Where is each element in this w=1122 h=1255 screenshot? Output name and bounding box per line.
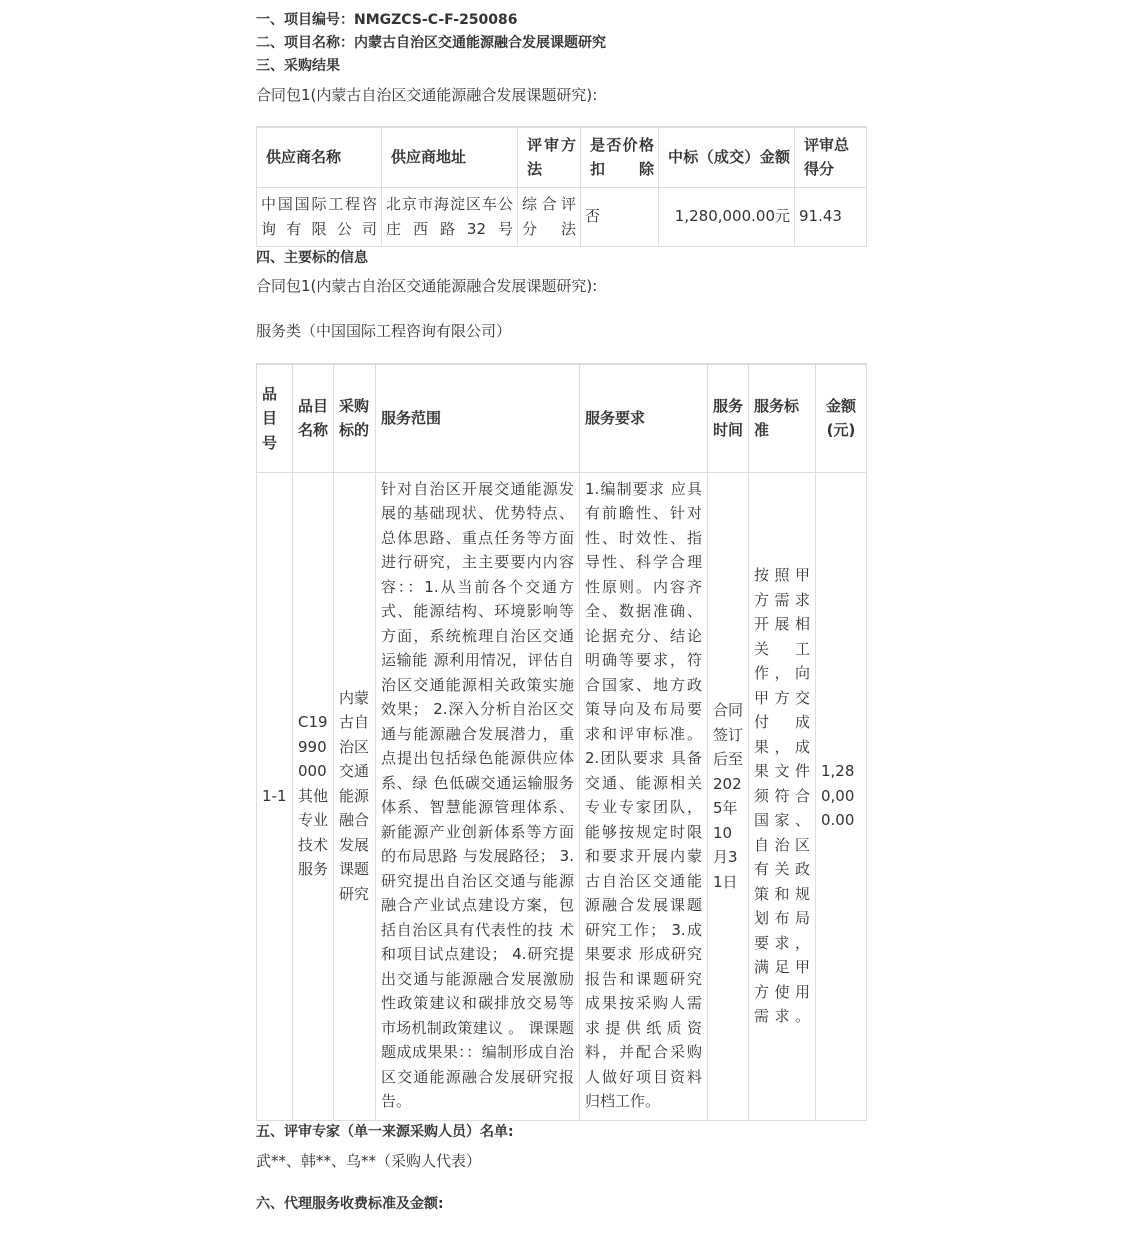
- project-number-line: [256, 9, 518, 32]
- project-number-value: NMGZCS-C-F-250086: [354, 12, 518, 28]
- subject-table-wrapper: [256, 363, 867, 1121]
- cell-price-deduction: 否: [581, 187, 659, 246]
- experts-list: 武**、韩**、乌**（采购人代表）: [256, 1152, 482, 1170]
- header-price-deduction: 是否价格扣除: [581, 127, 659, 187]
- cell-target: 内蒙古自治区交通能源融合发展课题研究: [334, 472, 376, 1120]
- result-table-row: [257, 187, 867, 246]
- cell-item-name: C19990000其他专业技术服务: [293, 472, 334, 1120]
- cell-item-no: 1-1: [257, 472, 293, 1120]
- service-category: 服务类（中国国际工程咨询有限公司）: [256, 322, 512, 340]
- result-table-header-row: [257, 127, 867, 187]
- section-procurement-result: 三、采购结果: [256, 58, 340, 74]
- header-time: 服务时间: [708, 364, 749, 472]
- subject-table: [256, 363, 867, 1121]
- project-number-label: 一、项目编号：: [256, 12, 354, 28]
- header-target: 采购标的: [334, 364, 376, 472]
- cell-requirement: 1.编制要求 应具有前瞻性、针对性、时效性、指导性、科学合理性原则。内容齐全、数据准确、论据充分、结论明确等要求，符合国家、地方政策导向及布局要求和评审标准。2.团队要求 具备交通、能源相关专业专家团队，能够按规定时限和要求开展内蒙古自治区交通能源融合发展课题研究工作； 3.成果要求 形成研究报告和课题研究成果按采购人需求提供纸质资料，并配合采购人做好项目资料归档工作。: [580, 472, 708, 1120]
- header-standard: 服务标准: [749, 364, 816, 472]
- header-amount: 金额(元): [816, 364, 867, 472]
- project-name-label: 二、项目名称：: [256, 35, 354, 51]
- cell-standard: 按照甲方需求开展相关 工作，向甲方交付成果，成果文件须符合国家、自治区有关政策和规划布局要求，满足甲方使用需求。: [749, 472, 816, 1120]
- result-table: [256, 126, 867, 247]
- cell-scope: 针对自治区开展交通能源发展的基础现状、优势特点、总体思路、重点任务等方面进行研究，主主要要内内容容：：1.从当前各个交通方式、能源结构、环境影响等方面，系统梳理自治区交通运输能 源利用情况，评估自治区交通能源相关政策实施效果； 2.深入分析自治区交通与能源融合发展潜力，重点提出包括绿色能源供应体系、绿 色低碳交通运输服务体系、智慧能源管理体系、新能源产业创新体系等方面的布局思路 与发展路径； 3.研究提出自治区交通与能源融合产业试点建设方案，包括自治区具有代表性的技 术和项目试点建设； 4.研究提出交通与能源融合发展激励性政策建议和碳排放交易等市场机制政策建议 。 课课题题成成果果：：编制形成自治区交通能源融合发展研究报告。: [376, 472, 580, 1120]
- project-name-value: 内蒙古自治区交通能源融合发展课题研究: [354, 35, 606, 51]
- section-agency-fee: 六、代理服务收费标准及金额:: [256, 1196, 444, 1212]
- cell-evaluation-method: 综合评分法: [518, 187, 581, 246]
- cell-supplier-name: 中国国际工程咨询有限公司: [257, 187, 382, 246]
- header-evaluation-method: 评审方法: [518, 127, 581, 187]
- header-supplier-name: 供应商名称: [257, 127, 382, 187]
- header-item-no: 品目号: [257, 364, 293, 472]
- cell-total-score: 91.43: [795, 187, 867, 246]
- section-experts: 五、评审专家（单一来源采购人员）名单:: [256, 1124, 514, 1140]
- header-requirement: 服务要求: [580, 364, 708, 472]
- cell-time: 合同签订后至2025年10月31日: [708, 472, 749, 1120]
- header-award-amount: 中标（成交）金额: [659, 127, 795, 187]
- cell-award-amount: 1,280,000.00元: [659, 187, 795, 246]
- subject-table-header-row: [257, 364, 867, 472]
- result-table-wrapper: [256, 126, 867, 247]
- header-supplier-address: 供应商地址: [382, 127, 518, 187]
- section-main-subject-info: 四、主要标的信息: [256, 250, 368, 266]
- header-total-score: 评审总得分: [795, 127, 867, 187]
- project-name-line: [256, 32, 606, 55]
- package-line: 合同包1(内蒙古自治区交通能源融合发展课题研究):: [256, 86, 598, 104]
- header-item-name: 品目名称: [293, 364, 334, 472]
- cell-amount: 1,280,000.00: [816, 472, 867, 1120]
- subject-table-row: [257, 472, 867, 1120]
- package-line-2: 合同包1(内蒙古自治区交通能源融合发展课题研究):: [256, 277, 598, 295]
- cell-supplier-address: 北京市海淀区车公庄西路32号: [382, 187, 518, 246]
- header-scope: 服务范围: [376, 364, 580, 472]
